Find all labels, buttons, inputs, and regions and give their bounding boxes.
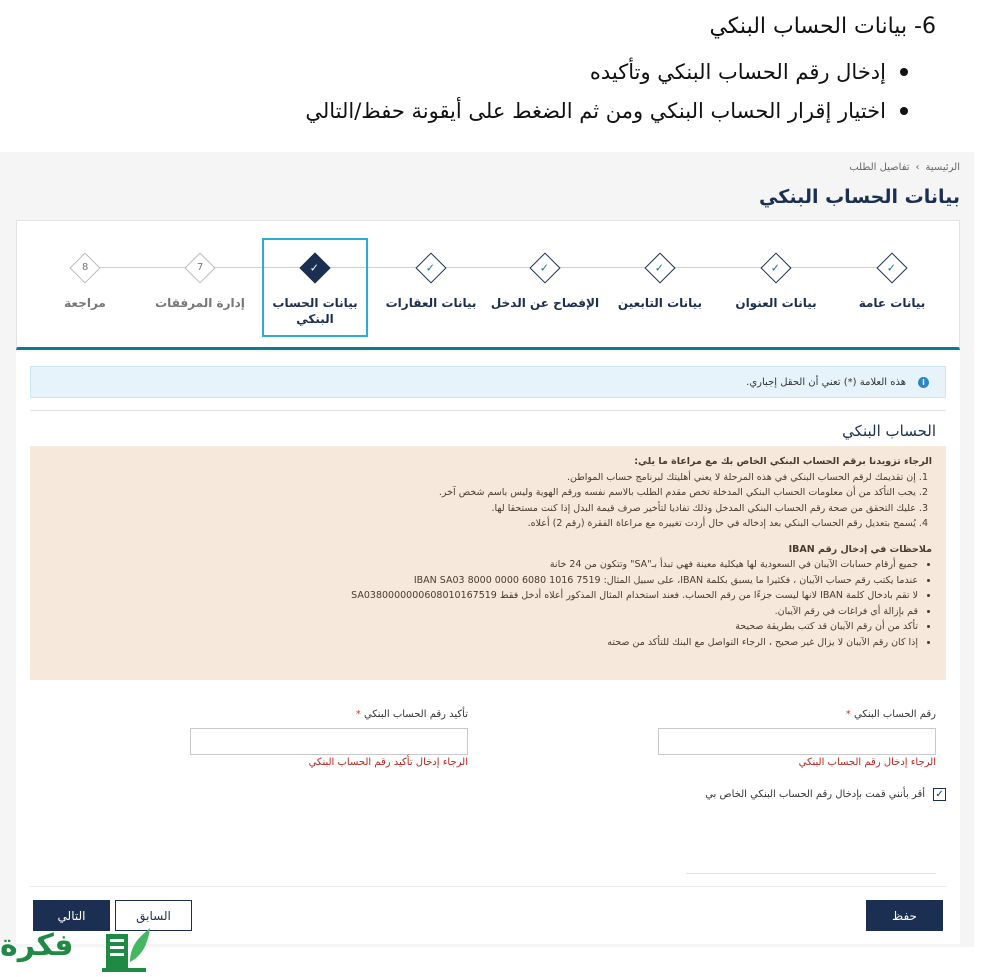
divider xyxy=(30,886,946,887)
section-title: الحساب البنكي xyxy=(842,422,936,440)
next-button[interactable]: التالي xyxy=(33,900,110,931)
list-item: 3. عليك التحقق من صحة رقم الحساب البنكي المدخل وذلك تفاديا لتأخير صرف قيمة البدل إذا كنت مستحقا لها. xyxy=(491,502,928,514)
info-icon: i xyxy=(918,377,929,388)
acknowledge-checkbox[interactable]: ✓ xyxy=(933,788,946,801)
step-diamond-icon: ✓ xyxy=(876,252,907,283)
step-address[interactable] xyxy=(721,247,831,311)
instruction-bullet xyxy=(590,60,908,84)
list-item: • لا تقم بادخال كلمة IBAN لانها ليست جزءًا من رقم الحساب. فعند استخدام المثال المذكور أعلاه أدخل فقط SA0380000000608010167519 xyxy=(44,588,918,604)
account-number-label: رقم الحساب البنكي * xyxy=(845,709,936,720)
step-label: بيانات الحساب البنكي xyxy=(272,296,358,327)
step-diamond-icon: ✓ xyxy=(760,252,791,283)
iban-notes-list xyxy=(44,557,932,650)
bank-instructions-panel xyxy=(30,446,946,680)
step-review[interactable] xyxy=(30,247,140,311)
progress-stepper xyxy=(16,220,960,350)
instruction-bullet-text: اختيار إقرار الحساب البنكي ومن ثم الضغط على أيقونة حفظ/التالي xyxy=(305,99,886,123)
acknowledge-row xyxy=(705,788,946,801)
step-diamond-icon: 8 xyxy=(69,252,100,283)
account-number-error: الرجاء إدخال رقم الحساب البنكي xyxy=(798,757,936,768)
step-label: إدارة المرفقات xyxy=(155,296,245,310)
list-item: 4. يُسمح بتعديل رقم الحساب البنكي بعد إدخاله في حال أردت تغييره مع مراعاة الفقرة (رقم 2) أعلاه. xyxy=(527,518,928,529)
list-item: • قم بإزالة أي فراغات في رقم الآيبان. xyxy=(44,604,918,620)
notice-text: هذه العلامة (*) تعني أن الحقل إجباري. xyxy=(746,376,906,388)
divider xyxy=(686,873,936,874)
step-properties[interactable] xyxy=(376,247,486,311)
required-field-notice xyxy=(30,366,946,398)
step-general-info[interactable] xyxy=(837,247,947,311)
step-diamond-icon: ✓ xyxy=(529,252,560,283)
instruction-bullet xyxy=(305,99,908,123)
step-label: مراجعة xyxy=(64,296,106,310)
watermark-text: فكرة xyxy=(0,928,74,963)
list-item: • جميع أرقام حسابات الآيبان في السعودية لها هيكلية معينة فهي تبدأ بـ"SA" وتتكون من 24 خانة xyxy=(44,557,918,573)
book-leaf-logo-icon xyxy=(100,922,152,976)
step-label: الإفصاح عن الدخل xyxy=(490,296,600,310)
step-label: بيانات العنوان xyxy=(735,296,817,310)
account-number-input[interactable] xyxy=(658,728,936,755)
breadcrumb xyxy=(849,162,960,173)
step-label: بيانات عامة xyxy=(858,296,926,310)
step-diamond-icon: ✓ xyxy=(415,252,446,283)
step-income[interactable] xyxy=(490,247,600,311)
previous-button[interactable]: السابق xyxy=(115,900,192,931)
instructions-list xyxy=(44,470,932,532)
list-item: • تأكد من أن رقم الآيبان قد كتب بطريقة صحيحة xyxy=(44,619,918,635)
list-item: • إذا كان رقم الآيبان لا يزال غير صحيح ، الرجاء التواصل مع البنك للتأكد من صحته xyxy=(44,635,918,651)
step-diamond-icon: ✓ xyxy=(299,252,330,283)
list-item: 1. إن تقديمك لرقم الحساب البنكي في هذه المرحلة لا يعني أهليتك لبرنامج حساب المواطن. xyxy=(566,471,928,483)
step-diamond-icon: 7 xyxy=(184,252,215,283)
step-label: بيانات التابعين xyxy=(617,296,703,310)
confirm-account-input[interactable] xyxy=(190,728,468,755)
bullet-dot xyxy=(900,107,908,115)
instruction-bullet-text: إدخال رقم الحساب البنكي وتأكيده xyxy=(589,60,886,84)
step-attachments[interactable] xyxy=(145,247,255,311)
iban-heading: ملاحظات في إدخال رقم IBAN xyxy=(788,543,932,555)
save-button[interactable]: حفظ xyxy=(866,900,943,931)
step-bank-account[interactable] xyxy=(260,247,370,327)
list-item: • عندما يكتب رقم حساب الآيبان ، فكثيرا ما يسبق بكلمة IBAN، على سبيل المثال: IBAN SA03 8000 0000 6080 1016 7519 xyxy=(44,573,918,589)
step-diamond-icon: ✓ xyxy=(644,252,675,283)
bullet-dot xyxy=(900,68,908,76)
page-title: بيانات الحساب البنكي xyxy=(759,186,960,208)
breadcrumb-separator: › xyxy=(915,162,920,173)
confirm-account-label: تأكيد رقم الحساب البنكي * xyxy=(355,709,468,720)
instructions-heading: الرجاء تزويدنا برقم الحساب البنكي الخاص بك مع مراعاة ما يلي: xyxy=(634,456,932,467)
list-item: 2. يجب التأكد من أن معلومات الحساب البنكي المدخلة تخص مقدم الطلب بالاسم نفسه ورقم الهوية وليس باسم شخص آخر. xyxy=(438,487,928,498)
breadcrumb-home[interactable]: الرئيسية xyxy=(925,162,960,173)
divider xyxy=(30,410,946,411)
instruction-title: 6- بيانات الحساب البنكي xyxy=(709,14,936,39)
step-label: بيانات العقارات xyxy=(385,296,477,310)
acknowledge-label: أقر بأنني قمت بإدخال رقم الحساب البنكي الخاص بي xyxy=(705,789,925,800)
breadcrumb-current: تفاصيل الطلب xyxy=(849,162,910,173)
confirm-account-error: الرجاء إدخال تأكيد رقم الحساب البنكي xyxy=(308,757,468,768)
step-dependents[interactable] xyxy=(605,247,715,311)
